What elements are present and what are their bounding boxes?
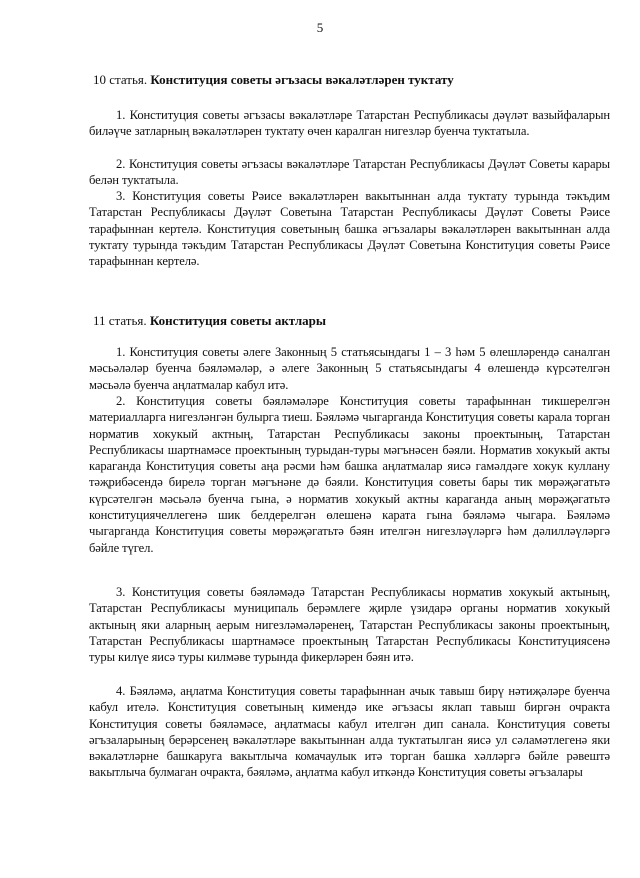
article-11-number: 11 статья.: [93, 313, 147, 328]
article-10-para-1: 1. Конституция советы әгъзасы вәкаләтләре Татарстан Республикасы дәүләт вазыйфаларын биләүче затларның вәкаләтләрен туктату өчен каралган нигезләр буенча туктатыла.: [89, 108, 610, 139]
article-11-para-2: 2. Конституция советы бәяләмәләре Конституция советы тарафыннан тикшерелгән материалларга нигезләнгән булырга тиеш. Бәяләмә чыгарганда Конституция советы карала торган норматив хокукый актның, Татарстан Республикасы законы проектының, Татарстан Республикасы шартнамәсе проектының турыдан-туры мәгънәсен бәяли. Норматив хокукый акты караганда Конституция советы аңа рәсми һәм башка аңлатмалар яисә гамәлдәге хокук куллану тәҗрибәсендә бирелә торган мәгънәне дә бәяли. Конституция советы бары тик мөрәҗәгатьтә күрсәтелгән мәсьәлә буенча гына, ә норматив хокукый актны караганда аның мөрәҗәгатьтә конституциячеллегенә шик белдерелгән өлешенә карата гына бәяләмә чыгара. Бәяләмә чыгарганда Конституция советы мөрәҗәгатьтә бәян ителгән нигезләүләргә һәм дәлилләүләргә бәйле түгел.: [89, 394, 610, 555]
article-10-heading: [93, 72, 454, 88]
article-10-number: 10 статья.: [93, 72, 148, 87]
article-11-para-3: 3. Конституция советы бәяләмәдә Татарстан Республикасы норматив хокукый актының, Татарстан Республикасы муниципаль берәмлеге җирле үзидарә органы норматив хокукый актының яки аларның аерым нигезләмәләренең, Татарстан Республикасы законы проектының, Татарстан Республикасы шартнамәсе проектының Татарстан Республикасы Конституциясенә туры килүе яисә туры килмәве турында фикерләрен бәян итә.: [89, 585, 610, 665]
article-11-title: Конституция советы актлары: [149, 313, 327, 328]
article-10-title: Конституция советы әгъзасы вәкаләтләрен туктату: [150, 72, 454, 87]
article-11-heading: [93, 313, 326, 329]
article-10-para-3: 3. Конституция советы Рәисе вәкаләтләрен вакытыннан алда туктату турында тәкъдим Татарстан Республикасы Дәүләт Советына Татарстан Республикасы Дәүләт Советы Рәисе тарафыннан кертелә. Конституция советының башка әгъзалары вәкаләтләрен вакытыннан алда туктату турында тәкъдим Татарстан Республикасы Дәүләт Советына Конституция советы Рәисе тарафыннан кертелә.: [89, 189, 610, 269]
article-11-para-4: 4. Бәяләмә, аңлатма Конституция советы тарафыннан ачык тавыш бирү нәтиҗәләре буенча кабул ителә. Конституция советының кимендә ике әгъзасы яклап тавыш биргән очракта Конституция советы бәяләмәсе, аңлатмасы кабул ителгән дип санала. Конституция советы әгъзаларының берәрсенең вәкаләтләре вакытыннан алда туктатылган яисә ул сәламәтлегенә яки вәкаләтләрне башкаруга вакытлыча комачаулык итә торган башка хәлләргә бәйле рәвештә вакытлыча булмаган очракта, бәяләмә, аңлатма кабул иткәндә Конституция советы әгъзалары: [89, 684, 610, 780]
article-10-para-2: 2. Конституция советы әгъзасы вәкаләтләре Татарстан Республикасы Дәүләт Советы карары белән туктатыла.: [89, 157, 610, 188]
article-11-para-1: 1. Конституция советы әлеге Законның 5 статьясындагы 1 – 3 һәм 5 өлешләрендә саналган мәсьәләләр буенча бәяләмәләр, ә әлеге Законның 5 статьясындагы 4 өлешендә күрсәтелгән мәсьәлә буенча аңлатмалар кабул итә.: [89, 345, 610, 392]
page-number: 5: [316, 20, 324, 35]
